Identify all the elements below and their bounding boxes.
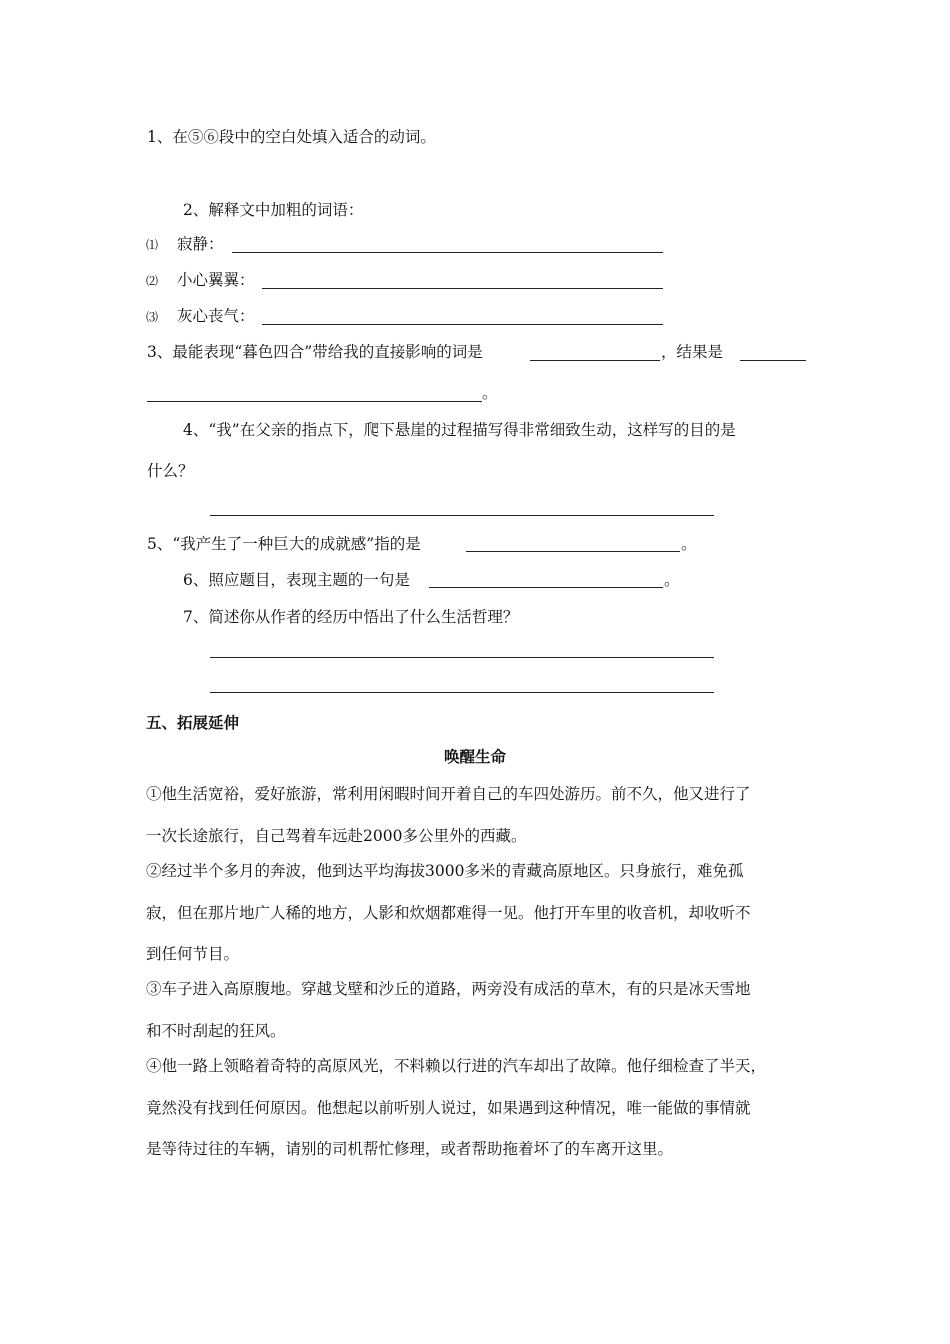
- answer-line[interactable]: [466, 551, 680, 552]
- question-7: 7、简述你从作者的经历中悟出了什么生活哲理？: [183, 608, 519, 626]
- paragraph-line: ②经过半个多月的奔波，他到达平均海拔3000多米的青藏高原地区。只身旅行，难免孤: [146, 862, 744, 880]
- paragraph-line: 寂，但在那片地广人稀的地方，人影和炊烟都难得一见。他打开车里的收音机，却收听不: [146, 904, 751, 922]
- section-heading: 五、拓展延伸: [146, 714, 240, 732]
- question-5: 5、“我产生了一种巨大的成就感”指的是: [147, 535, 421, 553]
- paragraph-line: ③车子进入高原腹地。穿越戈壁和沙丘的道路，两旁没有成活的草木，有的只是冰天雪地: [146, 980, 751, 998]
- q2-item-2: [146, 269, 254, 292]
- article-title: 唤醒生命: [443, 748, 506, 766]
- paragraph-line: 是等待过往的车辆，请别的司机帮忙修理，或者帮助拖着坏了的车离开这里。: [146, 1140, 674, 1158]
- q2-item-label: 灰心丧气：: [176, 307, 255, 325]
- answer-line[interactable]: [210, 515, 714, 516]
- q2-item-label: 寂静：: [176, 235, 224, 253]
- answer-line[interactable]: [530, 360, 660, 361]
- paragraph-line: 和不时刮起的狂风。: [146, 1022, 286, 1040]
- answer-line[interactable]: [210, 657, 714, 658]
- answer-line[interactable]: [210, 692, 714, 693]
- answer-line[interactable]: [232, 252, 663, 253]
- answer-line[interactable]: [147, 401, 482, 402]
- q2-item-1: [146, 233, 223, 256]
- answer-line[interactable]: [262, 288, 663, 289]
- q2-item-number: ⑴: [146, 238, 159, 252]
- question-3: 3、最能表现“暮色四合”带给我的直接影响的词是: [147, 343, 483, 361]
- question-6: 6、照应题目，表现主题的一句是: [183, 571, 410, 589]
- paragraph-line: ④他一路上领略着奇特的高原风光，不料赖以行进的汽车却出了故障。他仔细检查了半天，: [146, 1057, 767, 1075]
- q2-item-label: 小心翼翼：: [176, 271, 255, 289]
- question-3-end: 。: [482, 384, 498, 402]
- paragraph-line: 到任何节目。: [146, 945, 240, 963]
- q2-item-number: ⑶: [146, 310, 159, 324]
- paragraph-line: 竟然没有找到任何原因。他想起以前听别人说过，如果遇到这种情况，唯一能做的事情就: [146, 1099, 751, 1117]
- question-5-end: 。: [681, 535, 697, 553]
- paragraph-line: ①他生活宽裕，爱好旅游，常利用闲暇时间开着自己的车四处游历。前不久，他又进行了: [146, 785, 751, 803]
- q2-item-number: ⑵: [146, 274, 159, 288]
- question-1: 1、在⑤⑥段中的空白处填入适合的动词。: [147, 128, 436, 146]
- q2-item-3: [146, 305, 254, 328]
- paragraph-line: 一次长途旅行，自己驾着车远赴2000多公里外的西藏。: [146, 827, 527, 845]
- question-6-end: 。: [664, 571, 680, 589]
- question-4-cont: 什么？: [147, 462, 194, 480]
- answer-line[interactable]: [262, 324, 663, 325]
- answer-line[interactable]: [740, 360, 806, 361]
- question-2: 2、解释文中加粗的词语：: [183, 201, 364, 219]
- question-4: 4、“我”在父亲的指点下，爬下悬崖的过程描写得非常细致生动，这样写的目的是: [183, 421, 736, 439]
- question-3-cont: ，结果是: [661, 343, 724, 361]
- answer-line[interactable]: [429, 587, 663, 588]
